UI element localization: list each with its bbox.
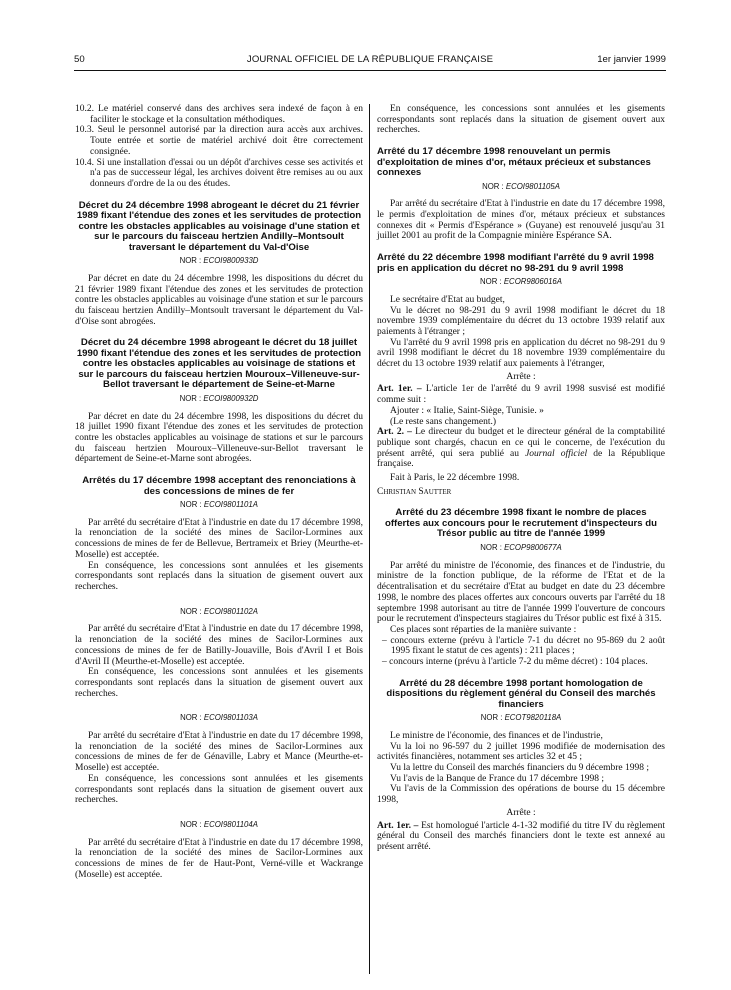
nor-code: ECOI9801105A <box>505 181 560 191</box>
arrete-body: Par arrêté du secrétaire d'Etat à l'industrie en date du 17 décembre 1998, la renonciation de la société des mines de Sacilor-Lormines aux concessions de mines de fer de Haut-Pont, Verné-ville et Wackrange (Moselle) est acceptée. <box>75 837 363 880</box>
article-text: Le directeur du budget et le directeur général de la comptabilité publique sont chargés, chacun en ce qui le concerne, de l'exécution du présent arrêté, qui sera publié au <box>377 427 665 459</box>
paragraph: Vu la loi no 96-597 du 2 juillet 1996 modifiée de modernisation des activités financières, notamment ses articles 32 et 45 ; <box>377 741 665 763</box>
nor-code: ECOI9801102A <box>203 606 258 616</box>
nor-reference <box>75 500 363 511</box>
nor-code: ECOP9800677A <box>504 542 562 552</box>
continued-text: En conséquence, les concessions sont annulées et les gisements correspondants sont replacés dans la situation de gisement ouvert aux recherches. <box>377 104 665 136</box>
nor-code: ECOI9801103A <box>203 713 258 723</box>
spacer <box>75 190 363 201</box>
item-text: Si une installation d'essai ou un dépôt d'archives cesse ses activités et n'a pas de successeur légal, les archives doivent être remises au ou aux donneurs d'ordre de la ou des études. <box>90 157 363 189</box>
page-header <box>74 54 666 70</box>
nor-code: ECOR9806016A <box>503 277 562 287</box>
right-column <box>377 104 665 853</box>
arretes-title: Arrêtés du 17 décembre 1998 acceptant des renonciations à des concessions de mines de fer <box>82 475 356 497</box>
article-label: Art. 1er. – <box>377 820 419 831</box>
nor-reference: NOR : ECOI9801103A <box>180 713 258 723</box>
issue-date: 1er janvier 1999 <box>597 54 666 65</box>
arrete-title: Arrêté du 17 décembre 1998 renouvelant un permis d'exploitation de mines d'or, métaux précieux et substances connexes <box>377 146 651 179</box>
list-item <box>75 125 363 157</box>
decree-body: Par décret en date du 24 décembre 1998, les dispositions du décret du 21 février 1989 fixant l'étendue des zones et les servitudes de protection contre les obstacles applicables au voisinage d'une station et sur le parcours du faisceau hertzien Andilly–Montsoult traversant le département du Val-d'Oise sont abrogées. <box>75 273 363 327</box>
nor-reference: NOR : ECOI9801102A <box>180 606 258 616</box>
article-1 <box>377 821 665 853</box>
nor-code: ECOI9800932D <box>203 393 259 403</box>
spacer <box>75 806 363 817</box>
nor-label: NOR : <box>180 500 202 510</box>
paragraph: Fait à Paris, le 22 décembre 1998. <box>390 473 520 484</box>
paragraph: Ajouter : « Italie, Saint-Siège, Tunisie. » <box>390 405 544 416</box>
list-item: – concours externe (prévu à l'article 7-1 du décret no 95-869 du 2 août 1995 fixant le statut de ces agents) : 211 places ; <box>382 635 665 657</box>
nor-reference: NOR : ECOI9800933D <box>179 256 259 266</box>
item-number: 10.3. <box>75 125 94 136</box>
nor-code: ECOI9800933D <box>203 256 259 266</box>
decree-body: Par décret en date du 24 décembre 1998, les dispositions du décret du 18 juillet 1990 fixant l'étendue des zones et les servitudes de protection contre les obstacles applicables au voisinage de stations et sur le parcours du faisceau hertzien Mouroux–Villeneuve-sur-Bellot traversant le département de Seine-et-Marne sont abrogées. <box>75 411 363 465</box>
article-text-end: de la République française. <box>377 448 666 470</box>
arrete-title: Arrêté du 22 décembre 1998 modifiant l'arrêté du 9 avril 1998 pris en application du décret no 98-291 du 9 avril 1998 <box>377 252 654 274</box>
paragraph: Le secrétaire d'Etat au budget, <box>390 294 505 305</box>
article-text: L'article 1er de l'arrêté du 9 avril 1998 susvisé est modifié comme suit : <box>377 384 665 406</box>
article-label: Art. 1er. – <box>377 384 422 395</box>
nor-reference: NOR : ECOI9800932D <box>179 393 259 403</box>
item-number: 10.4. <box>75 157 94 168</box>
item-text: Seul le personnel autorisé par la direction aura accès aux archives. Toute entrée et sortie de matériel archivé doit être correctement consignée. <box>90 125 364 157</box>
page-number: 50 <box>74 54 85 65</box>
nor-reference: NOR : ECOR9806016A <box>480 277 562 287</box>
decree-title: Décret du 24 décembre 1998 abrogeant le décret du 21 février 1989 fixant l'étendue des zones et les servitudes de protection contre les obstacles applicables au voisinage d'une station et sur le parcours du faisceau hertzien Andilly–Montsoult traversant le département du Val-d'Oise <box>76 199 362 253</box>
journal-reference: Journal officiel <box>525 448 588 459</box>
paragraph: (Le reste sans changement.) <box>390 416 497 427</box>
list-item: – concours interne (prévu à l'article 7-2 du même décret) : 104 places. <box>382 657 648 668</box>
item-number: 10.2. <box>75 104 94 114</box>
header-rule <box>74 70 666 71</box>
nor-reference: NOR : ECOI9801104A <box>180 819 258 829</box>
paragraph: Vu l'avis de la Commission des opérations de bourse du 15 décembre 1998, <box>377 784 665 806</box>
arrete-body: Par arrêté du secrétaire d'Etat à l'industrie en date du 17 décembre 1998, la renonciation de la société des mines de Sacilor-Lormines aux concessions de mines de fer de Génaville, Labry et Mance (Meurthe-et-Moselle) est acceptée. <box>75 731 363 774</box>
nor-code: ECOI9801104A <box>203 819 258 829</box>
arrete-body: Par arrêté du secrétaire d'Etat à l'industrie en date du 17 décembre 1998, la renonciation de la société des mines de Sacilor-Lormines aux concessions de mines de fer de Bellevue, Bertrameix et Briey (Meurthe-et-Moselle) est acceptée. <box>75 517 363 560</box>
decree-title: Décret du 24 décembre 1998 abrogeant le décret du 18 juillet 1990 fixant l'étendue des zones et les servitudes de protection contre les obstacles applicables au voisinage de stations et sur le parcours du faisceau hertzien Mouroux–Villeneuve-sur-Bellot traversant le département de Seine-et-Marne <box>76 337 362 391</box>
article-2 <box>377 427 665 470</box>
nor-reference: NOR : ECOT9820118A <box>480 713 562 723</box>
arrete-body: En conséquence, les concessions sont annulées et les gisements correspondants sont replacés dans la situation de gisement ouvert aux recherches. <box>75 667 363 699</box>
list-item <box>75 158 363 190</box>
spacer <box>75 699 363 710</box>
nor-reference: NOR : ECOP9800677A <box>480 542 562 552</box>
article-text: Est homologué l'article 4-1-32 modifié du titre IV du règlement général du Conseil des marchés financiers dont le texte est annexé au présent arrêté. <box>377 820 666 852</box>
paragraph: Vu l'arrêté du 9 avril 1998 pris en application du décret no 98-291 du 9 avril 1998 modifiant le décret du 18 novembre 1939 complémentaire du décret du 13 octobre 1939 relatif aux paiements à l'étranger, <box>377 337 665 370</box>
arrete-body: Par arrêté du secrétaire d'Etat à l'industrie en date du 17 décembre 1998, le permis d'exploitation de mines d'or, métaux précieux et substances connexes dit « Permis d'Espérance » (Guyane) est renouvelé jusqu'au 31 juillet 2001 au profit de la Compagnie minière Espérance SA. <box>377 199 665 242</box>
spacer <box>75 593 363 604</box>
paragraph: Vu la lettre du Conseil des marchés financiers du 9 décembre 1998 ; <box>390 763 650 774</box>
nor-code: ECOT9820118A <box>504 713 562 723</box>
item-text: Le matériel conservé dans des archives sera indexé de façon à en faciliter le stockage et la consultation méthodiques. <box>90 104 363 125</box>
nor-reference: NOR : ECOI9801105A <box>482 181 560 191</box>
arrete-body: En conséquence, les concessions sont annulées et les gisements correspondants sont replacés dans la situation de gisement ouvert aux recherches. <box>75 773 363 806</box>
journal-title: JOURNAL OFFICIEL DE LA RÉPUBLIQUE FRANÇAISE <box>246 54 494 65</box>
arrete-body: En conséquence, les concessions sont annulées et les gisements correspondants sont replacés dans la situation de gisement ouvert aux recherches. <box>75 560 363 592</box>
paragraph: Le ministre de l'économie, des finances et de l'industrie, <box>390 730 603 741</box>
arrete-body: Par arrêté du ministre de l'économie, des finances et de l'industrie, du ministre de la fonction publique, de la réforme de l'Etat et de la décentralisation et du secrétaire d'Etat au budget en date du 23 décembre 1998, le nombre des places offertes aux concours ouverts par l'arrêté du 18 septembre 1998 autorisant au titre de l'année 1999 l'ouverture de concours pour le recrutement d'inspecteurs stagiaires du Trésor public est fixé à 315. <box>377 560 665 625</box>
left-column <box>75 104 363 880</box>
paragraph: Ces places sont réparties de la manière suivante : <box>390 624 577 635</box>
arrete-title: Arrêté du 23 décembre 1998 fixant le nombre de places offertes aux concours pour le recrutement d'inspecteurs du Trésor public au titre de l'année 1999 <box>384 507 658 540</box>
paragraph: Vu le décret no 98-291 du 9 avril 1998 modifiant le décret du 18 novembre 1939 complémentaire du décret du 13 octobre 1939 relatif aux paiements à l'étranger ; <box>377 305 665 337</box>
article-label: Art. 2. – <box>377 427 412 438</box>
article-1 <box>377 384 665 405</box>
nor-code: ECOI9801101A <box>203 500 258 510</box>
arrete-title: Arrêté du 28 décembre 1998 portant homologation de dispositions du règlement général du Conseil des marchés financiers <box>386 677 656 710</box>
column-divider <box>369 104 370 974</box>
arrete-heading: Arrête : <box>506 371 536 382</box>
paragraph: Vu l'avis de la Banque de France du 17 décembre 1998 ; <box>390 773 605 784</box>
arrete-heading: Arrête : <box>506 807 536 818</box>
list-item <box>75 104 363 125</box>
arrete-body: Par arrêté du secrétaire d'Etat à l'industrie en date du 17 décembre 1998, la renonciation de la société des mines de Sacilor-Lormines aux concessions de mines de fer de Batilly-Jouaville, Bois d'Avril I et Bois d'Avril II (Meurthe-et-Moselle) est acceptée. <box>75 624 363 667</box>
signature: Christian Sautter <box>377 486 452 497</box>
